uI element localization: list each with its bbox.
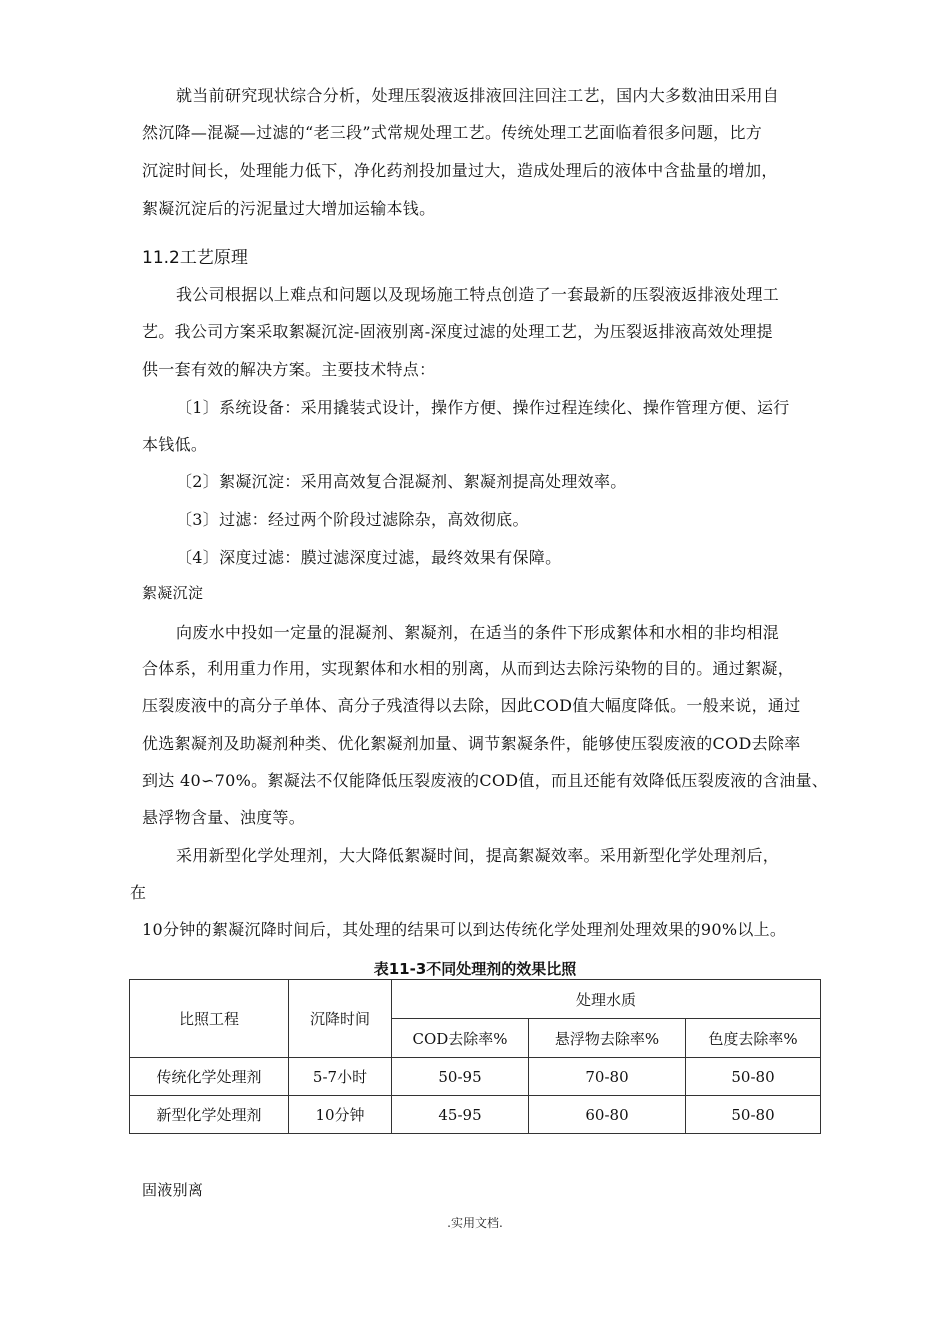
feature-2: 〔2〕絮凝沉淀：采用高效复合混凝剂、絮凝剂提高处理效率。 — [176, 472, 627, 491]
page-footer: .实用文档. — [447, 1216, 503, 1230]
intro-line-4: 絮凝沉淀后的污泥量过大增加运输本钱。 — [142, 199, 436, 218]
row-name: 传统化学处理剂 — [130, 1058, 289, 1096]
header-quality: 处理水质 — [392, 980, 821, 1019]
principle-line-2: 艺。我公司方案采取絮凝沉淀-固液别离-深度过滤的处理工艺，为压裂返排液高效处理提 — [142, 322, 773, 341]
intro-line-1: 就当前研究现状综合分析，处理压裂液返排液回注回注工艺，国内大多数油田采用自 — [176, 86, 780, 105]
new-agent-line-2: 在 — [130, 883, 147, 902]
table-row — [130, 1096, 821, 1134]
feature-1-line-1: 〔1〕系统设备：采用撬装式设计，操作方便、操作过程连续化、操作管理方便、运行 — [176, 398, 790, 417]
row-time: 5-7小时 — [289, 1058, 392, 1096]
new-agent-line-3: 10分钟的絮凝沉降时间后，其处理的结果可以到达传统化学处理剂处理效果的90%以上。 — [142, 920, 787, 939]
subheading-solid-liquid: 固液别离 — [142, 1181, 204, 1199]
principle-line-3: 供一套有效的解决方案。主要技术特点： — [142, 360, 436, 379]
floc-line-1: 向废水中投如一定量的混凝剂、絮凝剂，在适当的条件下形成絮体和水相的非均相混 — [176, 623, 780, 642]
floc-line-5: 到达 40∽70%。絮凝法不仅能降低压裂废液的COD值，而且还能有效降低压裂废液的含油量、 — [142, 771, 829, 790]
header-item: 比照工程 — [130, 980, 289, 1058]
row-ss: 60-80 — [529, 1096, 686, 1134]
new-agent-line-1: 采用新型化学处理剂，大大降低絮凝时间，提高絮凝效率。采用新型化学处理剂后， — [176, 846, 780, 865]
subheader-color: 色度去除率% — [686, 1019, 821, 1058]
row-ss: 70-80 — [529, 1058, 686, 1096]
intro-line-2: 然沉降—混凝—过滤的“老三段”式常规处理工艺。传统处理工艺面临着很多问题，比方 — [142, 123, 763, 142]
row-color: 50-80 — [686, 1058, 821, 1096]
section-heading: 11.2工艺原理 — [142, 248, 248, 268]
feature-3: 〔3〕过滤：经过两个阶段过滤除杂，高效彻底。 — [176, 510, 529, 529]
row-cod: 45-95 — [392, 1096, 529, 1134]
comparison-table — [129, 979, 821, 1134]
table-row — [130, 1058, 821, 1096]
feature-1-line-2: 本钱低。 — [142, 435, 208, 454]
subheader-cod: COD去除率% — [392, 1019, 529, 1058]
row-cod: 50-95 — [392, 1058, 529, 1096]
row-color: 50-80 — [686, 1096, 821, 1134]
subheader-ss: 悬浮物去除率% — [529, 1019, 686, 1058]
intro-line-3: 沉淀时间长，处理能力低下，净化药剂投加量过大，造成处理后的液体中含盐量的增加， — [142, 161, 778, 180]
floc-line-6: 悬浮物含量、浊度等。 — [142, 808, 306, 827]
header-time: 沉降时间 — [289, 980, 392, 1058]
floc-line-2: 合体系，利用重力作用，实现絮体和水相的别离，从而到达去除污染物的目的。通过絮凝， — [142, 659, 795, 678]
floc-line-4: 优选絮凝剂及助凝剂种类、优化絮凝剂加量、调节絮凝条件，能够使压裂废液的COD去除率 — [142, 734, 801, 753]
row-name: 新型化学处理剂 — [130, 1096, 289, 1134]
table-caption: 表11-3不同处理剂的效果比照 — [373, 960, 577, 978]
subheading-flocculation: 絮凝沉淀 — [142, 584, 204, 602]
principle-line-1: 我公司根据以上难点和问题以及现场施工特点创造了一套最新的压裂液返排液处理工 — [176, 285, 780, 304]
row-time: 10分钟 — [289, 1096, 392, 1134]
feature-4: 〔4〕深度过滤：膜过滤深度过滤，最终效果有保障。 — [176, 548, 562, 567]
floc-line-3: 压裂废液中的高分子单体、高分子残渣得以去除，因此COD值大幅度降低。一般来说，通过 — [142, 696, 801, 715]
